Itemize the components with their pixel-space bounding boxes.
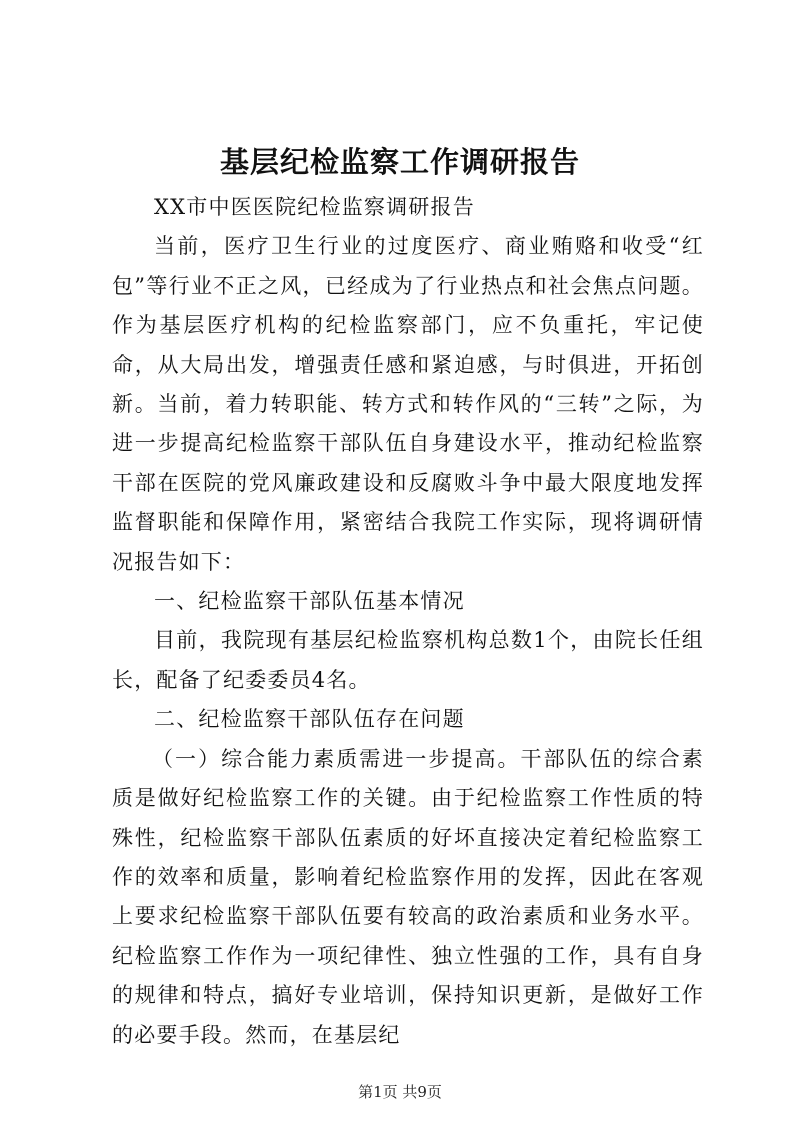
section-paragraph-1: 目前，我院现有基层纪检监察机构总数1个，由院长任组长，配备了纪委委员4名。 — [112, 628, 704, 692]
page-footer: 第1页 共9页 — [358, 1083, 442, 1101]
section-heading-1: 一、纪检监察干部队伍基本情况 — [154, 589, 465, 614]
subtitle-paragraph: XX市中医医院纪检监察调研报告 — [154, 195, 475, 219]
intro-paragraph: 当前，医疗卫生行业的过度医疗、商业贿赂和收受“红包”等行业不正之风，已经成为了行业热点和社会焦点问题。作为基层医疗机构的纪检监察部门，应不负重托，牢记使命，从大局出发，增强责任感和紧迫感，与时俱进，开拓创新。当前，着力转职能、转方式和转作风的“三转”之际，为进一步提高纪检监察干部队伍自身建设水平，推动纪检监察干部在医院的党风廉政建设和反腐败斗争中最大限度地发挥监督职能和保障作用，紧密结合我院工作实际，现将调研情况报告如下： — [112, 234, 704, 574]
section-heading-2: 二、纪检监察干部队伍存在问题 — [154, 707, 465, 732]
document-body — [112, 188, 704, 1055]
document-title: 基层纪检监察工作调研报告 — [219, 145, 580, 179]
section-paragraph-2: （一）综合能力素质需进一步提高。干部队伍的综合素质是做好纪检监察工作的关键。由于纪检监察工作性质的特殊性，纪检监察干部队伍素质的好坏直接决定着纪检监察工作的效率和质量，影响着纪检监察作用的发挥，因此在客观上要求纪检监察干部队伍要有较高的政治素质和业务水平。纪检监察工作作为一项纪律性、独立性强的工作，具有自身的规律和特点，搞好专业培训，保持知识更新，是做好工作的必要手段。然而，在基层纪 — [112, 746, 704, 1047]
